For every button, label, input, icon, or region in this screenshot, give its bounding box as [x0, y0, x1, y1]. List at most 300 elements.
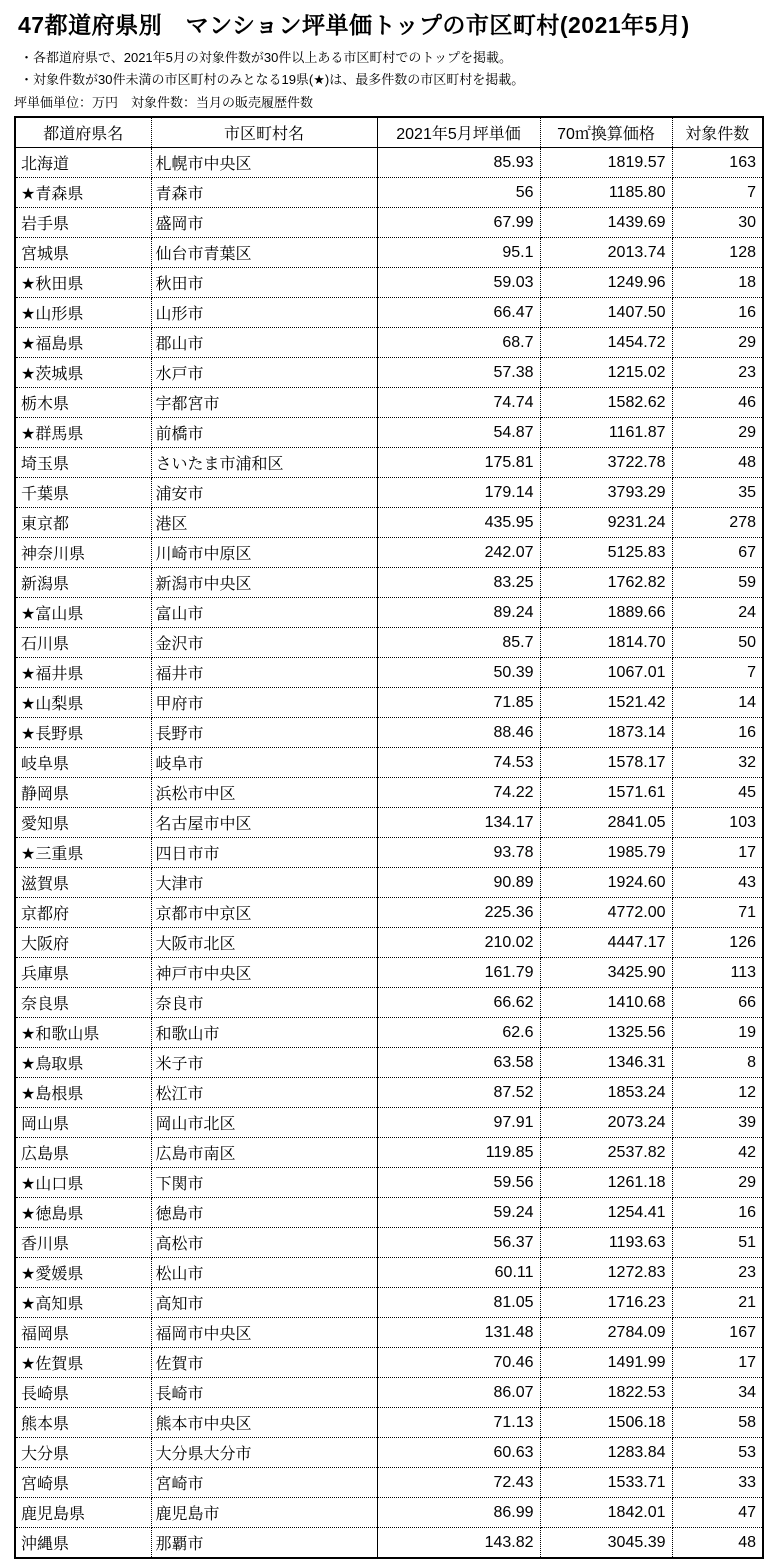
- prefecture-cell: [15, 928, 151, 958]
- prefecture-cell: [15, 838, 151, 868]
- count-cell: 16: [672, 298, 763, 328]
- page-title: 47都道府県別 マンション坪単価トップの市区町村(2021年5月): [18, 12, 690, 38]
- prefecture-name: 北海道: [21, 156, 70, 173]
- tsubo-price-cell: 175.81: [377, 448, 540, 478]
- city-cell: 川崎市中原区: [151, 538, 377, 568]
- table-row: [15, 808, 763, 838]
- tsubo-price-cell: 59.56: [377, 1168, 540, 1198]
- city-cell: 水戸市: [151, 358, 377, 388]
- prefecture-cell: [15, 1198, 151, 1228]
- price70-cell: 1454.72: [540, 328, 672, 358]
- prefecture-name: 岩手県: [21, 216, 70, 233]
- prefecture-name: 千葉県: [21, 486, 70, 503]
- prefecture-cell: [15, 778, 151, 808]
- prefecture-cell: [15, 238, 151, 268]
- table-row: [15, 1348, 763, 1378]
- prefecture-cell: [15, 988, 151, 1018]
- star-icon: ★: [21, 726, 36, 743]
- count-cell: 50: [672, 628, 763, 658]
- col-header-tsubo-price: 2021年5月坪単価: [377, 117, 540, 148]
- tsubo-price-cell: 134.17: [377, 808, 540, 838]
- table-row: [15, 928, 763, 958]
- prefecture-cell: [15, 358, 151, 388]
- prefecture-cell: [15, 1018, 151, 1048]
- prefecture-name: 熊本県: [21, 1416, 70, 1433]
- star-icon: ★: [21, 186, 36, 203]
- col-header-count: 対象件数: [672, 117, 763, 148]
- table-row: [15, 358, 763, 388]
- prefecture-cell: [15, 448, 151, 478]
- star-icon: ★: [21, 696, 36, 713]
- prefecture-cell: [15, 1378, 151, 1408]
- count-cell: 71: [672, 898, 763, 928]
- city-cell: 松山市: [151, 1258, 377, 1288]
- table-row: [15, 388, 763, 418]
- prefecture-name: 鳥取県: [35, 1056, 84, 1073]
- price70-cell: 1889.66: [540, 598, 672, 628]
- prefecture-cell: [15, 1228, 151, 1258]
- count-cell: 167: [672, 1318, 763, 1348]
- prefecture-name: 京都府: [21, 906, 70, 923]
- prefecture-name: 大分県: [21, 1446, 70, 1463]
- price70-cell: 1842.01: [540, 1498, 672, 1528]
- count-cell: 113: [672, 958, 763, 988]
- star-icon: ★: [21, 606, 36, 623]
- price70-cell: 4772.00: [540, 898, 672, 928]
- city-cell: 奈良市: [151, 988, 377, 1018]
- prefecture-name: 三重県: [35, 846, 84, 863]
- prefecture-cell: [15, 1258, 151, 1288]
- prefecture-name: 富山県: [35, 606, 84, 623]
- table-row: [15, 1378, 763, 1408]
- prefecture-cell: [15, 868, 151, 898]
- price70-cell: 3722.78: [540, 448, 672, 478]
- price70-cell: 1533.71: [540, 1468, 672, 1498]
- prefecture-name: 栃木県: [21, 396, 70, 413]
- tsubo-price-cell: 210.02: [377, 928, 540, 958]
- prefecture-cell: [15, 748, 151, 778]
- price70-cell: 4447.17: [540, 928, 672, 958]
- table-row: [15, 1408, 763, 1438]
- table-row: [15, 1018, 763, 1048]
- table-row: [15, 1078, 763, 1108]
- prefecture-name: 石川県: [21, 636, 70, 653]
- price70-cell: 1571.61: [540, 778, 672, 808]
- tsubo-price-cell: 119.85: [377, 1138, 540, 1168]
- city-cell: 金沢市: [151, 628, 377, 658]
- prefecture-name: 徳島県: [35, 1206, 84, 1223]
- tsubo-price-cell: 161.79: [377, 958, 540, 988]
- tsubo-price-cell: 59.03: [377, 268, 540, 298]
- prefecture-cell: [15, 1408, 151, 1438]
- tsubo-price-cell: 83.25: [377, 568, 540, 598]
- tsubo-price-cell: 62.6: [377, 1018, 540, 1048]
- prefecture-cell: [15, 1138, 151, 1168]
- prefecture-name: 岡山県: [21, 1116, 70, 1133]
- city-cell: さいたま市浦和区: [151, 448, 377, 478]
- price70-cell: 1853.24: [540, 1078, 672, 1108]
- star-icon: ★: [21, 1176, 36, 1193]
- count-cell: 16: [672, 718, 763, 748]
- city-cell: 甲府市: [151, 688, 377, 718]
- prefecture-cell: [15, 718, 151, 748]
- count-cell: 19: [672, 1018, 763, 1048]
- price70-cell: 1325.56: [540, 1018, 672, 1048]
- tsubo-price-cell: 63.58: [377, 1048, 540, 1078]
- prefecture-name: 岐阜県: [21, 756, 70, 773]
- prefecture-name: 愛媛県: [35, 1266, 84, 1283]
- tsubo-price-cell: 74.74: [377, 388, 540, 418]
- price70-cell: 1249.96: [540, 268, 672, 298]
- tsubo-price-cell: 74.22: [377, 778, 540, 808]
- table-row: [15, 1138, 763, 1168]
- count-cell: 53: [672, 1438, 763, 1468]
- count-cell: 7: [672, 658, 763, 688]
- price70-cell: 1578.17: [540, 748, 672, 778]
- tsubo-price-cell: 60.63: [377, 1438, 540, 1468]
- city-cell: 長野市: [151, 718, 377, 748]
- star-icon: ★: [21, 306, 36, 323]
- price70-cell: 9231.24: [540, 508, 672, 538]
- table-row: [15, 148, 763, 178]
- table-row: [15, 1108, 763, 1138]
- star-icon: ★: [21, 1206, 36, 1223]
- city-cell: 高知市: [151, 1288, 377, 1318]
- city-cell: 名古屋市中区: [151, 808, 377, 838]
- star-icon: ★: [21, 336, 36, 353]
- price70-cell: 1521.42: [540, 688, 672, 718]
- price70-cell: 2537.82: [540, 1138, 672, 1168]
- note-line-2: ・対象件数が30件未満の市区町村のみとなる19県(★)は、最多件数の市区町村を掲載。: [20, 72, 525, 87]
- prefecture-name: 東京都: [21, 516, 70, 533]
- city-cell: 長崎市: [151, 1378, 377, 1408]
- table-row: [15, 1258, 763, 1288]
- city-cell: 福岡市中央区: [151, 1318, 377, 1348]
- city-cell: 四日市市: [151, 838, 377, 868]
- star-icon: ★: [21, 1296, 36, 1313]
- city-cell: 大津市: [151, 868, 377, 898]
- prefecture-name: 長野県: [35, 726, 84, 743]
- table-row: [15, 1318, 763, 1348]
- price70-cell: 1067.01: [540, 658, 672, 688]
- table-row: [15, 478, 763, 508]
- city-cell: 青森市: [151, 178, 377, 208]
- prefecture-cell: [15, 1348, 151, 1378]
- prefecture-name: 新潟県: [21, 576, 70, 593]
- star-icon: ★: [21, 1056, 36, 1073]
- price70-cell: 1261.18: [540, 1168, 672, 1198]
- count-cell: 33: [672, 1468, 763, 1498]
- prefecture-name: 長崎県: [21, 1386, 70, 1403]
- table-row: [15, 538, 763, 568]
- price70-cell: 5125.83: [540, 538, 672, 568]
- table-row: [15, 778, 763, 808]
- tsubo-price-cell: 131.48: [377, 1318, 540, 1348]
- city-cell: 熊本市中央区: [151, 1408, 377, 1438]
- prefecture-name: 福井県: [35, 666, 84, 683]
- tsubo-price-cell: 93.78: [377, 838, 540, 868]
- count-cell: 32: [672, 748, 763, 778]
- prefecture-cell: [15, 1318, 151, 1348]
- count-cell: 103: [672, 808, 763, 838]
- price70-cell: 1873.14: [540, 718, 672, 748]
- prefecture-name: 山形県: [35, 306, 84, 323]
- table-row: [15, 238, 763, 268]
- tsubo-price-cell: 70.46: [377, 1348, 540, 1378]
- count-cell: 18: [672, 268, 763, 298]
- tsubo-price-cell: 242.07: [377, 538, 540, 568]
- prefecture-cell: [15, 958, 151, 988]
- price70-cell: 1819.57: [540, 148, 672, 178]
- tsubo-price-cell: 81.05: [377, 1288, 540, 1318]
- prefecture-name: 福島県: [35, 336, 84, 353]
- city-cell: 秋田市: [151, 268, 377, 298]
- price70-cell: 1254.41: [540, 1198, 672, 1228]
- tsubo-price-cell: 54.87: [377, 418, 540, 448]
- col-header-70m2-price: 70㎡換算価格: [540, 117, 672, 148]
- count-cell: 47: [672, 1498, 763, 1528]
- table-row: [15, 688, 763, 718]
- count-cell: 23: [672, 358, 763, 388]
- note-line-1: ・各都道府県で、2021年5月の対象件数が30件以上ある市区町村でのトップを掲載。: [20, 50, 512, 65]
- tsubo-price-cell: 56: [377, 178, 540, 208]
- tsubo-price-cell: 72.43: [377, 1468, 540, 1498]
- tsubo-price-cell: 57.38: [377, 358, 540, 388]
- city-cell: 徳島市: [151, 1198, 377, 1228]
- table-row: [15, 508, 763, 538]
- table-row: [15, 628, 763, 658]
- star-icon: ★: [21, 1086, 36, 1103]
- count-cell: 21: [672, 1288, 763, 1318]
- city-cell: 浦安市: [151, 478, 377, 508]
- star-icon: ★: [21, 1026, 36, 1043]
- tsubo-price-cell: 60.11: [377, 1258, 540, 1288]
- city-cell: 佐賀市: [151, 1348, 377, 1378]
- count-cell: 45: [672, 778, 763, 808]
- prefecture-name: 宮城県: [21, 246, 70, 263]
- table-row: [15, 268, 763, 298]
- table-row: [15, 898, 763, 928]
- price70-cell: 1439.69: [540, 208, 672, 238]
- city-cell: 新潟市中央区: [151, 568, 377, 598]
- city-cell: 松江市: [151, 1078, 377, 1108]
- count-cell: 163: [672, 148, 763, 178]
- city-cell: 大阪市北区: [151, 928, 377, 958]
- count-cell: 126: [672, 928, 763, 958]
- count-cell: 42: [672, 1138, 763, 1168]
- city-cell: 京都市中京区: [151, 898, 377, 928]
- tsubo-price-cell: 50.39: [377, 658, 540, 688]
- count-cell: 30: [672, 208, 763, 238]
- prefecture-name: 高知県: [35, 1296, 84, 1313]
- prefecture-cell: [15, 598, 151, 628]
- prefecture-name: 香川県: [21, 1236, 70, 1253]
- table-row: [15, 1228, 763, 1258]
- tsubo-price-cell: 71.85: [377, 688, 540, 718]
- tsubo-price-cell: 86.07: [377, 1378, 540, 1408]
- prefecture-cell: [15, 388, 151, 418]
- prefecture-name: 鹿児島県: [21, 1506, 86, 1523]
- city-cell: 鹿児島市: [151, 1498, 377, 1528]
- count-cell: 128: [672, 238, 763, 268]
- tsubo-price-cell: 435.95: [377, 508, 540, 538]
- table-row: [15, 868, 763, 898]
- count-cell: 48: [672, 448, 763, 478]
- city-cell: 山形市: [151, 298, 377, 328]
- table-row: [15, 1528, 763, 1559]
- col-header-city: 市区町村名: [151, 117, 377, 148]
- count-cell: 278: [672, 508, 763, 538]
- count-cell: 8: [672, 1048, 763, 1078]
- prefecture-cell: [15, 418, 151, 448]
- city-cell: 神戸市中央区: [151, 958, 377, 988]
- price70-cell: 1410.68: [540, 988, 672, 1018]
- price70-cell: 1716.23: [540, 1288, 672, 1318]
- table-row: [15, 658, 763, 688]
- star-icon: ★: [21, 276, 36, 293]
- city-cell: 盛岡市: [151, 208, 377, 238]
- table-row: [15, 958, 763, 988]
- prefecture-name: 沖縄県: [21, 1536, 70, 1553]
- table-row: [15, 418, 763, 448]
- prefecture-cell: [15, 808, 151, 838]
- prefecture-cell: [15, 658, 151, 688]
- table-row: [15, 178, 763, 208]
- price70-cell: 2073.24: [540, 1108, 672, 1138]
- tsubo-price-cell: 56.37: [377, 1228, 540, 1258]
- prefecture-name: 和歌山県: [35, 1026, 100, 1043]
- price70-cell: 1161.87: [540, 418, 672, 448]
- city-cell: 高松市: [151, 1228, 377, 1258]
- city-cell: 福井市: [151, 658, 377, 688]
- prefecture-name: 島根県: [35, 1086, 84, 1103]
- count-cell: 34: [672, 1378, 763, 1408]
- tsubo-price-cell: 179.14: [377, 478, 540, 508]
- prefecture-name: 福岡県: [21, 1326, 70, 1343]
- tsubo-price-cell: 87.52: [377, 1078, 540, 1108]
- prefecture-name: 静岡県: [21, 786, 70, 803]
- table-row: [15, 748, 763, 778]
- count-cell: 29: [672, 418, 763, 448]
- prefecture-cell: [15, 1498, 151, 1528]
- city-cell: 岐阜市: [151, 748, 377, 778]
- table-row: [15, 1048, 763, 1078]
- price70-cell: 1491.99: [540, 1348, 672, 1378]
- count-cell: 66: [672, 988, 763, 1018]
- prefecture-name: 奈良県: [21, 996, 70, 1013]
- price70-cell: 1185.80: [540, 178, 672, 208]
- table-body: [15, 148, 763, 1559]
- price70-cell: 2013.74: [540, 238, 672, 268]
- prefecture-name: 茨城県: [35, 366, 84, 383]
- prefecture-name: 山梨県: [35, 696, 84, 713]
- prefecture-cell: [15, 568, 151, 598]
- prefecture-cell: [15, 1078, 151, 1108]
- city-cell: 前橋市: [151, 418, 377, 448]
- tsubo-price-cell: 89.24: [377, 598, 540, 628]
- city-cell: 岡山市北区: [151, 1108, 377, 1138]
- price-table: [14, 116, 764, 1559]
- tsubo-price-cell: 225.36: [377, 898, 540, 928]
- star-icon: ★: [21, 666, 36, 683]
- price70-cell: 1193.63: [540, 1228, 672, 1258]
- prefecture-cell: [15, 1108, 151, 1138]
- tsubo-price-cell: 66.62: [377, 988, 540, 1018]
- price70-cell: 1407.50: [540, 298, 672, 328]
- prefecture-cell: [15, 328, 151, 358]
- prefecture-name: 群馬県: [35, 426, 84, 443]
- table-row: [15, 1198, 763, 1228]
- table-row: [15, 298, 763, 328]
- prefecture-name: 滋賀県: [21, 876, 70, 893]
- prefecture-name: 埼玉県: [21, 456, 70, 473]
- col-header-prefecture: 都道府県名: [15, 117, 151, 148]
- star-icon: ★: [21, 1356, 36, 1373]
- prefecture-cell: [15, 298, 151, 328]
- prefecture-cell: [15, 1438, 151, 1468]
- city-cell: 下関市: [151, 1168, 377, 1198]
- count-cell: 23: [672, 1258, 763, 1288]
- prefecture-name: 宮崎県: [21, 1476, 70, 1493]
- price70-cell: 1762.82: [540, 568, 672, 598]
- tsubo-price-cell: 59.24: [377, 1198, 540, 1228]
- prefecture-cell: [15, 208, 151, 238]
- star-icon: ★: [21, 426, 36, 443]
- count-cell: 29: [672, 328, 763, 358]
- city-cell: 富山市: [151, 598, 377, 628]
- city-cell: 米子市: [151, 1048, 377, 1078]
- count-cell: 39: [672, 1108, 763, 1138]
- table-row: [15, 568, 763, 598]
- units-note: 坪単価単位：万円 対象件数：当月の販売履歴件数: [14, 95, 314, 110]
- table-row: [15, 1288, 763, 1318]
- table-row: [15, 1438, 763, 1468]
- count-cell: 7: [672, 178, 763, 208]
- city-cell: 宮崎市: [151, 1468, 377, 1498]
- prefecture-cell: [15, 268, 151, 298]
- count-cell: 51: [672, 1228, 763, 1258]
- tsubo-price-cell: 88.46: [377, 718, 540, 748]
- tsubo-price-cell: 143.82: [377, 1528, 540, 1559]
- price70-cell: 1985.79: [540, 838, 672, 868]
- city-cell: 大分県大分市: [151, 1438, 377, 1468]
- prefecture-cell: [15, 1168, 151, 1198]
- tsubo-price-cell: 97.91: [377, 1108, 540, 1138]
- count-cell: 24: [672, 598, 763, 628]
- city-cell: 札幌市中央区: [151, 148, 377, 178]
- table-row: [15, 988, 763, 1018]
- prefecture-name: 佐賀県: [35, 1356, 84, 1373]
- table-row: [15, 328, 763, 358]
- prefecture-name: 山口県: [35, 1176, 84, 1193]
- table-row: [15, 1168, 763, 1198]
- price70-cell: 3425.90: [540, 958, 672, 988]
- price70-cell: 1346.31: [540, 1048, 672, 1078]
- price70-cell: 1272.83: [540, 1258, 672, 1288]
- count-cell: 17: [672, 1348, 763, 1378]
- count-cell: 43: [672, 868, 763, 898]
- prefecture-cell: [15, 688, 151, 718]
- city-cell: 港区: [151, 508, 377, 538]
- prefecture-name: 大阪府: [21, 936, 70, 953]
- count-cell: 12: [672, 1078, 763, 1108]
- prefecture-cell: [15, 478, 151, 508]
- table-row: [15, 598, 763, 628]
- price70-cell: 1822.53: [540, 1378, 672, 1408]
- table-row: [15, 718, 763, 748]
- count-cell: 14: [672, 688, 763, 718]
- tsubo-price-cell: 90.89: [377, 868, 540, 898]
